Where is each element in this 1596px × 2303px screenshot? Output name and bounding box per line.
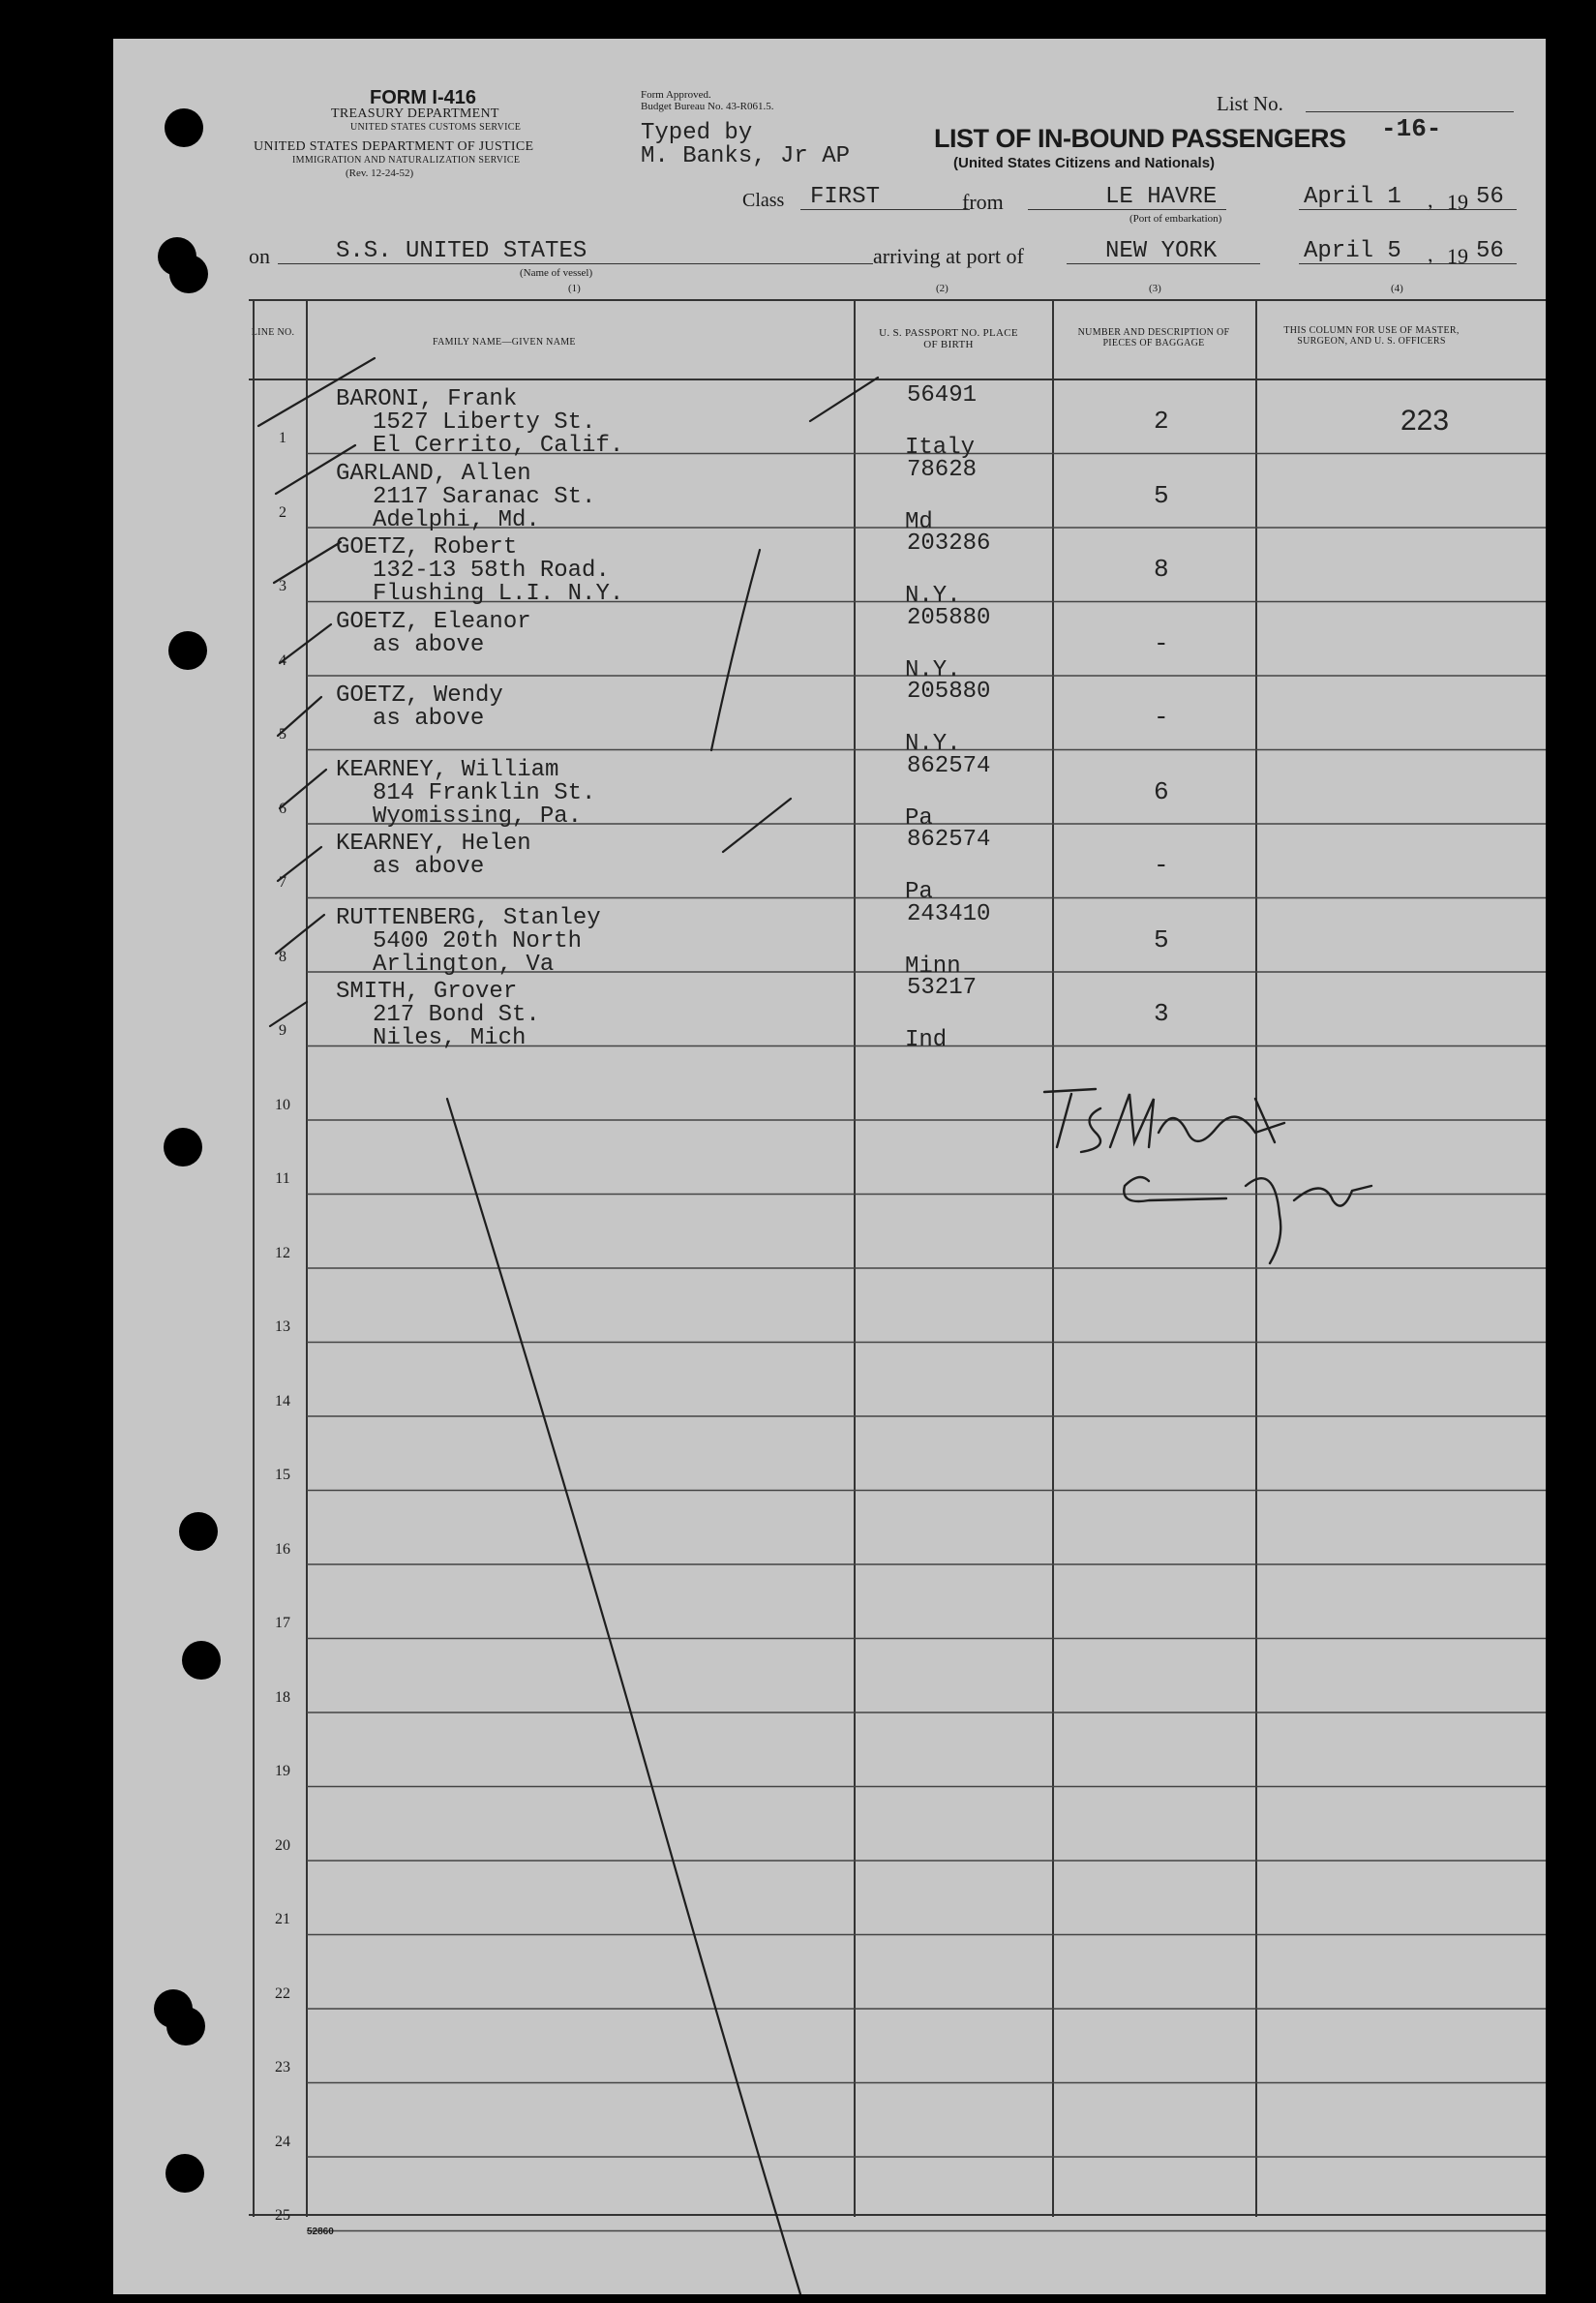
ins-service: IMMIGRATION AND NATURALIZATION SERVICE [292, 155, 521, 166]
line-number: 24 [275, 2133, 290, 2150]
col-header-passport: U. S. PASSPORT NO. PLACE OF BIRTH [879, 327, 1018, 350]
handwriting-overlay [113, 39, 1546, 2294]
passenger-name: GOETZ, Wendy [336, 682, 503, 709]
col-header-baggage: NUMBER AND DESCRIPTION OF PIECES OF BAGGAGE [1077, 327, 1230, 348]
depart-year: 56 [1476, 184, 1504, 210]
passport-number: 205880 [907, 604, 991, 631]
treasury-department: TREASURY DEPARTMENT [331, 106, 499, 121]
officer-note: 223 [1400, 405, 1450, 437]
table-grid [113, 39, 1546, 2294]
line-number: 15 [275, 1467, 290, 1483]
passenger-address-line2: Adelphi, Md. [373, 506, 540, 533]
arrival-port: NEW YORK [1105, 238, 1218, 264]
passenger-address-line2: Niles, Mich [373, 1025, 527, 1051]
baggage-count: 3 [1154, 999, 1169, 1028]
signature-name [1042, 1075, 1043, 1076]
passenger-name: BARONI, Frank [336, 386, 518, 412]
arrival-year: 56 [1476, 238, 1504, 264]
line-number: 19 [275, 1763, 290, 1779]
binder-hole [166, 2154, 204, 2193]
line-number: 7 [279, 874, 286, 891]
line-number: 3 [279, 578, 286, 594]
binder-hole [168, 631, 207, 670]
arriving-label: arriving at port of [873, 244, 1024, 268]
passport-number: 56491 [907, 382, 978, 409]
passport-number: 78628 [907, 456, 978, 483]
vessel-line [278, 263, 873, 264]
list-no-line [1306, 111, 1514, 112]
col-number-2: (2) [936, 283, 949, 294]
arrival-comma: , [1428, 242, 1433, 266]
col-header-name: FAMILY NAME—GIVEN NAME [433, 337, 576, 348]
line-number: 18 [275, 1688, 290, 1706]
depart-year-prefix: 19 [1447, 190, 1468, 214]
passenger-address-line1: 217 Bond St. [373, 1002, 540, 1028]
binder-hole [164, 1128, 202, 1167]
place-of-birth: Minn [905, 953, 961, 980]
signature [1042, 1075, 1043, 1076]
from-label: from [962, 190, 1004, 214]
col-number-1: (1) [568, 283, 581, 294]
print-code: 52860 [307, 2227, 334, 2237]
passenger-address-line2: Arlington, Va [373, 951, 555, 978]
passport-number: 203286 [907, 530, 991, 557]
passenger-address-line1: 132-13 58th Road. [373, 558, 610, 584]
line-number: 12 [275, 1244, 290, 1261]
line-number: 6 [279, 800, 286, 817]
baggage-count: 5 [1154, 480, 1169, 510]
baggage-count: 2 [1154, 407, 1169, 436]
place-of-birth: Pa [905, 879, 933, 905]
baggage-count: - [1154, 703, 1169, 732]
passenger-address-line2: Wyomissing, Pa. [373, 803, 583, 830]
baggage-count: 6 [1154, 776, 1169, 806]
place-of-birth: N.Y. [905, 656, 961, 683]
line-number: 25 [275, 2207, 290, 2224]
line-number: 10 [275, 1096, 290, 1113]
passenger-name: KEARNEY, William [336, 756, 559, 783]
on-label: on [249, 244, 270, 268]
vessel-name: S.S. UNITED STATES [336, 238, 587, 264]
passenger-address-line1: 1527 Liberty St. [373, 409, 596, 436]
line-number: 8 [279, 948, 286, 965]
passenger-name: SMITH, Grover [336, 979, 518, 1005]
line-number: 22 [275, 1985, 290, 2002]
binder-hole [165, 108, 203, 147]
place-of-birth: N.Y. [905, 731, 961, 757]
passenger-address-line1: as above [373, 706, 485, 732]
binder-hole [179, 1512, 218, 1551]
form-number: FORM I-416 [370, 87, 477, 108]
line-number: 20 [275, 1836, 290, 1854]
form-page [113, 39, 1546, 2294]
col-number-4: (4) [1391, 283, 1403, 294]
binder-hole [166, 2007, 205, 2045]
class-value: FIRST [810, 184, 881, 210]
baggage-count: - [1154, 851, 1169, 880]
col-header-officers: THIS COLUMN FOR USE OF MASTER, SURGEON, AND U. S. OFFICERS [1283, 325, 1460, 347]
passenger-address-line1: 814 Franklin St. [373, 779, 596, 806]
arrival-port-line [1067, 263, 1260, 264]
passport-number: 53217 [907, 975, 978, 1001]
department-of-justice: UNITED STATES DEPARTMENT OF JUSTICE [254, 139, 534, 154]
line-number: 9 [279, 1022, 286, 1039]
line-number: 16 [275, 1540, 290, 1558]
arrival-year-prefix: 19 [1447, 244, 1468, 268]
form-approved: Form Approved. [641, 89, 711, 101]
list-no-value: -16- [1381, 114, 1442, 143]
baggage-count: 5 [1154, 924, 1169, 955]
passenger-address-line1: 5400 20th North [373, 927, 583, 955]
line-number: 13 [275, 1318, 290, 1335]
col-number-3: (3) [1149, 283, 1161, 294]
passport-number: 205880 [907, 679, 991, 705]
class-label: Class [742, 190, 785, 211]
passenger-address-line1: as above [373, 631, 485, 658]
place-of-birth: Pa [905, 804, 933, 832]
passenger-name: RUTTENBERG, Stanley [336, 904, 601, 931]
list-no-label: List No. [1217, 92, 1283, 115]
passenger-address-line1: 2117 Saranac St. [373, 483, 596, 510]
depart-comma: , [1428, 188, 1433, 212]
arrival-date: April 5 [1304, 238, 1401, 264]
line-number: 11 [275, 1170, 290, 1187]
class-line [800, 209, 970, 210]
from-value: LE HAVRE [1105, 184, 1218, 210]
passenger-name: GOETZ, Robert [336, 534, 518, 561]
revision-date: (Rev. 12-24-52) [346, 167, 414, 179]
list-subtitle: (United States Citizens and Nationals) [953, 155, 1216, 171]
line-number: 17 [275, 1615, 290, 1631]
passport-number: 862574 [907, 827, 991, 853]
place-of-birth: Md [905, 508, 933, 535]
col-header-line-no: LINE NO. [251, 327, 295, 338]
vessel-caption: (Name of vessel) [520, 267, 593, 279]
line-number: 4 [279, 652, 286, 669]
line-number: 21 [275, 1911, 290, 1927]
list-title: LIST OF IN-BOUND PASSENGERS [934, 124, 1346, 153]
passport-number: 862574 [907, 752, 991, 779]
typed-by-name: M. Banks, Jr AP [641, 143, 851, 169]
from-line [1028, 209, 1226, 210]
line-number: 2 [279, 503, 286, 521]
typed-by-label: Typed by [641, 120, 753, 146]
passenger-address-line1: as above [373, 854, 485, 880]
passenger-address-line2: Flushing L.I. N.Y. [373, 581, 624, 607]
arrival-date-line [1299, 263, 1517, 264]
baggage-count: 8 [1154, 555, 1169, 584]
budget-bureau: Budget Bureau No. 43-R061.5. [641, 101, 774, 112]
passenger-name: GOETZ, Eleanor [336, 608, 531, 635]
baggage-count: - [1154, 628, 1169, 658]
place-of-birth: Ind [905, 1027, 948, 1053]
line-number: 23 [275, 2059, 290, 2076]
passenger-address-line2: El Cerrito, Calif. [373, 433, 624, 459]
line-number: 5 [279, 726, 286, 742]
signature-strokes [1044, 1089, 1371, 1263]
port-embarkation-caption: (Port of embarkation) [1129, 213, 1222, 225]
depart-line [1299, 209, 1517, 210]
depart-date: April 1 [1304, 184, 1401, 210]
passport-number: 243410 [907, 900, 991, 927]
binder-hole [182, 1641, 221, 1680]
place-of-birth: Italy [905, 435, 976, 461]
place-of-birth: N.Y. [905, 583, 961, 609]
line-number: 14 [275, 1392, 290, 1409]
passenger-name: GARLAND, Allen [336, 460, 531, 487]
line-number: 1 [279, 430, 286, 446]
customs-service: UNITED STATES CUSTOMS SERVICE [350, 122, 522, 133]
binder-hole [169, 255, 208, 293]
passenger-name: KEARNEY, Helen [336, 831, 531, 857]
